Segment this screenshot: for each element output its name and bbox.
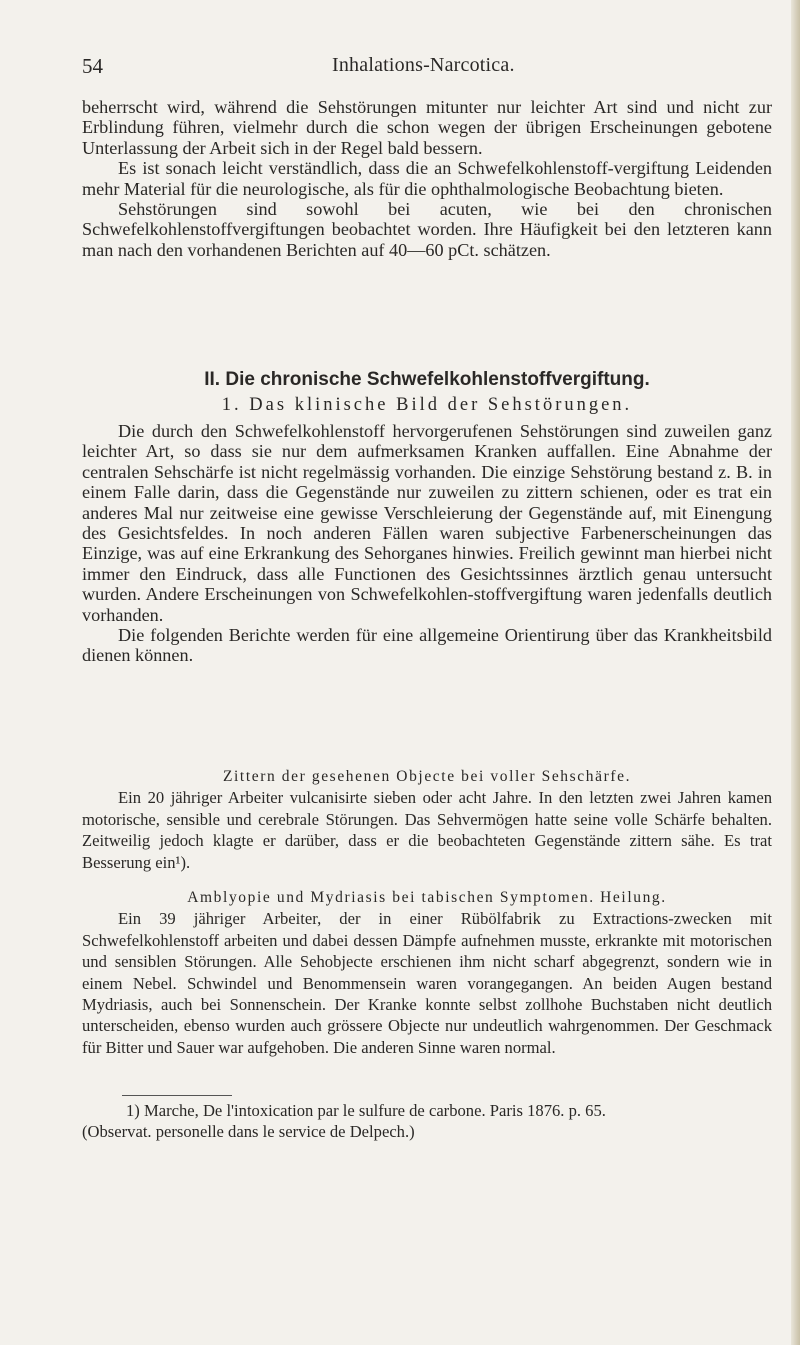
intro-paragraph-3: Sehstörungen sind sowohl bei acuten, wie bei den chronischen Schwefelkohlenstoffvergiftungen beobachtet worden. Ihre Häufigkeit bei den letzteren kann man nach den vorhandenen Berichten auf 40—60 pCt. schätzen. <box>82 199 772 260</box>
intro-paragraph-2: Es ist sonach leicht verständlich, dass die an Schwefelkohlenstoff-vergiftung Leidenden mehr Material für die neurologische, als für die ophthalmologische Beobachtung bieten. <box>82 158 772 199</box>
case-1-text: Ein 20 jähriger Arbeiter vulcanisirte sieben oder acht Jahre. In den letzten zwei Jahren kamen motorische, sensible und cerebrale Störungen. Das Sehvermögen hatte seine volle Schärfe behalten. Zeitweilig jedoch klagte er darüber, dass er die beobachteten Gegenstände zittern sähe. Es trat Besserung ein¹). <box>82 788 772 872</box>
footnote <box>82 1100 772 1142</box>
page-header <box>82 54 772 78</box>
section-heading: II. Die chronische Schwefelkohlenstoffvergiftung. <box>204 369 650 390</box>
section-subheading: 1. Das klinische Bild der Sehstörungen. <box>221 395 633 415</box>
section-paragraph-1: Die durch den Schwefelkohlenstoff hervorgerufenen Sehstörungen sind zuweilen ganz leichter Art, so dass sie nur dem aufmerksamen Kranken auffallen. Eine Abnahme der centralen Sehschärfe ist nicht regelmässig vorhanden. Die einzige Sehstörung bestand z. B. in einem Falle darin, dass die Gegenstände nur zuweilen zu zittern schienen, oder es trat ein anderes Mal nur zeitweise eine gewisse Verschleierung der Gegenstände auf, mit Einengung des Gesichtsfeldes. In noch anderen Fällen waren subjective Farbenerscheinungen das Einzige, was auf eine Erkrankung des Sehorganes hinwies. Freilich gewinnt man hierbei nicht immer den Eindruck, dass alle Functionen des Gesichtssinnes ärztlich genau untersucht wurden. Andere Erscheinungen von Schwefelkohlen-stoffvergiftung waren jedenfalls deutlich vorhanden. <box>82 421 772 625</box>
case-2-text: Ein 39 jähriger Arbeiter, der in einer Rübölfabrik zu Extractions-zwecken mit Schwefelkohlenstoff arbeiten und dabei dessen Dämpfe aufnehmen musste, erkrankte mit motorischen und sensiblen Störungen. Alle Sehobjecte erschienen ihm nicht scharf abgegrenzt, sondern wie in einem Nebel. Schwindel und Benommensein waren vorangegangen. An beiden Augen bestand Mydriasis, auch bei Sonnenschein. Der Kranke konnte selbst zollhohe Buchstaben nicht deutlich unterscheiden, ebenso wurden auch grössere Objecte nur undeutlich wahrgenommen. Der Geschmack für Bitter und Sauer war aufgehoben. Die anderen Sinne waren normal. <box>82 909 772 1057</box>
footnote-rule <box>122 1095 232 1096</box>
case-report-2 <box>82 887 772 1058</box>
section-paragraph-2: Die folgenden Berichte werden für eine allgemeine Orientirung über das Krankheitsbild dienen können. <box>82 625 772 666</box>
case-report-1 <box>82 766 772 873</box>
case-1-heading: Zittern der gesehenen Objecte bei voller Sehschärfe. <box>222 768 632 785</box>
page-edge <box>791 0 800 1345</box>
section-text <box>82 421 772 666</box>
intro-paragraph-1: beherrscht wird, während die Sehstörungen mitunter nur leichter Art sind und nicht zur Erblindung führen, vielmehr durch die schon wegen der übrigen Erscheinungen gebotene Unterlassung der Arbeit sich in der Regel bald bessern. <box>82 97 772 158</box>
footnote-line-2: (Observat. personelle dans le service de Delpech.) <box>82 1122 415 1141</box>
case-2-heading: Amblyopie und Mydriasis bei tabischen Symptomen. Heilung. <box>187 889 667 906</box>
footnote-line-1: 1) Marche, De l'intoxication par le sulfure de carbone. Paris 1876. p. 65. <box>126 1101 606 1120</box>
intro-text <box>82 97 772 260</box>
page-number: 54 <box>82 54 103 78</box>
running-title: Inhalations-Narcotica. <box>332 54 515 76</box>
